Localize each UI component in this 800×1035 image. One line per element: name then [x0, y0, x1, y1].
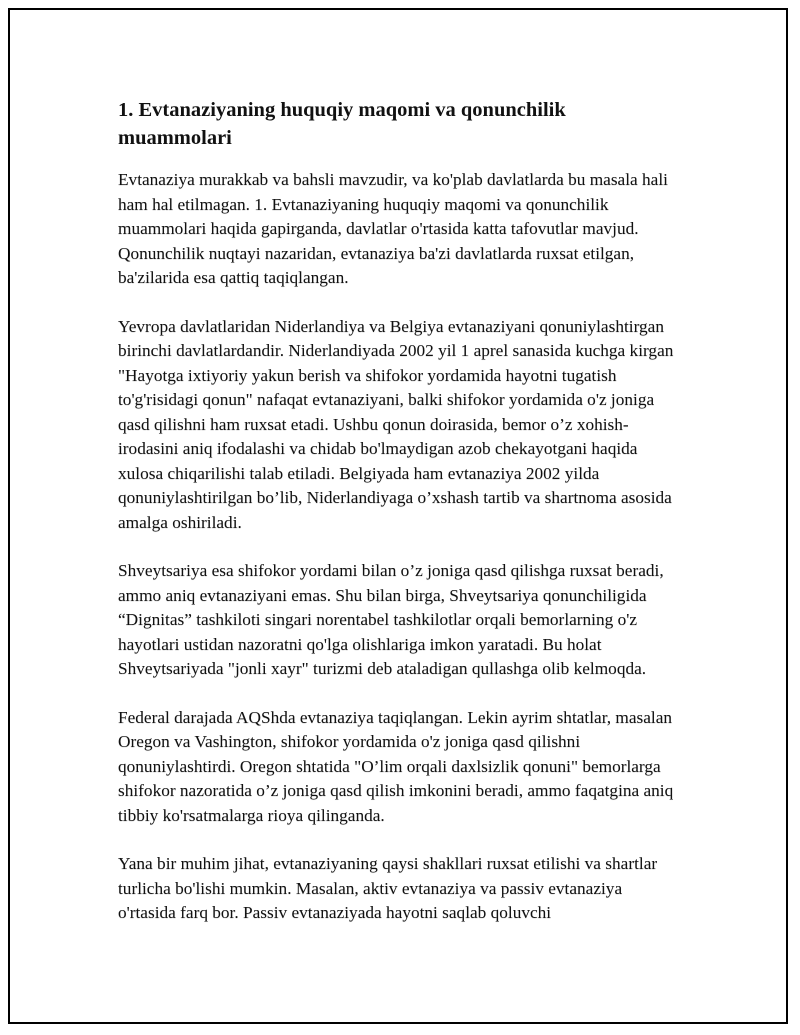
- section-heading: 1. Evtanaziyaning huquqiy maqomi va qonunchilik muammolari: [118, 99, 566, 149]
- paragraph-switzerland: Shveytsariya esa shifokor yordami bilan o’z joniga qasd qilishga ruxsat beradi, ammo aniq evtanaziyani emas. Shu bilan birga, Shveytsariya qonunchiligida “Dignitas” tashkiloti singari norentabel tashkilotlar orqali bemorlarning o'z hayotlari ustidan nazoratni qo'lga olishlariga imkon yaratadi. Bu holat Shveytsariyada "jonli xayr" turizmi deb ataladigan qullashga olib kelmoqda.: [118, 561, 664, 678]
- paragraph-netherlands-belgium: Yevropa davlatlaridan Niderlandiya va Belgiya evtanaziyani qonuniylashtirgan birinchi davlatlardandir. Niderlandiyada 2002 yil 1 aprel sanasida kuchga kirgan "Hayotga ixtiyoriy yakun berish va shifokor yordamida hayotni tugatish to'g'risidagi qonun" nafaqat evtanaziyani, balki shifokor yordamida o'z joniga qasd qilishni ham ruxsat etadi. Ushbu qonun doirasida, bemor o’z xohish-irodasini aniq ifodalashi va chidab bo'lmaydigan azob chekayotgani haqida xulosa chiqarilishi talab etiladi. Belgiyada ham evtanaziya 2002 yilda qonuniylashtirilgan bo’lib, Niderlandiyaga o’xshash tartib va shartnoma asosida amalga oshiriladi.: [118, 316, 674, 532]
- paragraph-forms: Yana bir muhim jihat, evtanaziyaning qaysi shakllari ruxsat etilishi va shartlar turlicha bo'lishi mumkin. Masalan, aktiv evtanaziya va passiv evtanaziya o'rtasida farq bor. Passiv evtanaziyada hayotni saqlab qoluvchi: [118, 854, 658, 922]
- paragraph-usa: Federal darajada AQShda evtanaziya taqiqlangan. Lekin ayrim shtatlar, masalan Oregon va Vashington, shifokor yordamida o'z joniga qasd qilishni qonuniylashtirdi. Oregon shtatida "O’lim orqali daxlsizlik qonuni" bemorlarga shifokor nazoratida o’z joniga qasd qilish imkonini beradi, ammo faqatgina aniq tibbiy ko'rsatmalarga rioya qilinganda.: [118, 707, 674, 825]
- document-body: [118, 96, 684, 950]
- paragraph-intro: Evtanaziya murakkab va bahsli mavzudir, va ko'plab davlatlarda bu masala hali ham hal etilmagan. 1. Evtanaziyaning huquqiy maqomi va qonunchilik muammolari haqida gapirganda, davlatlar o'rtasida katta tafovutlar mavjud. Qonunchilik nuqtayi nazaridan, evtanaziya ba'zi davlatlarda ruxsat etilgan, ba'zilarida esa qattiq taqiqlangan.: [118, 170, 668, 287]
